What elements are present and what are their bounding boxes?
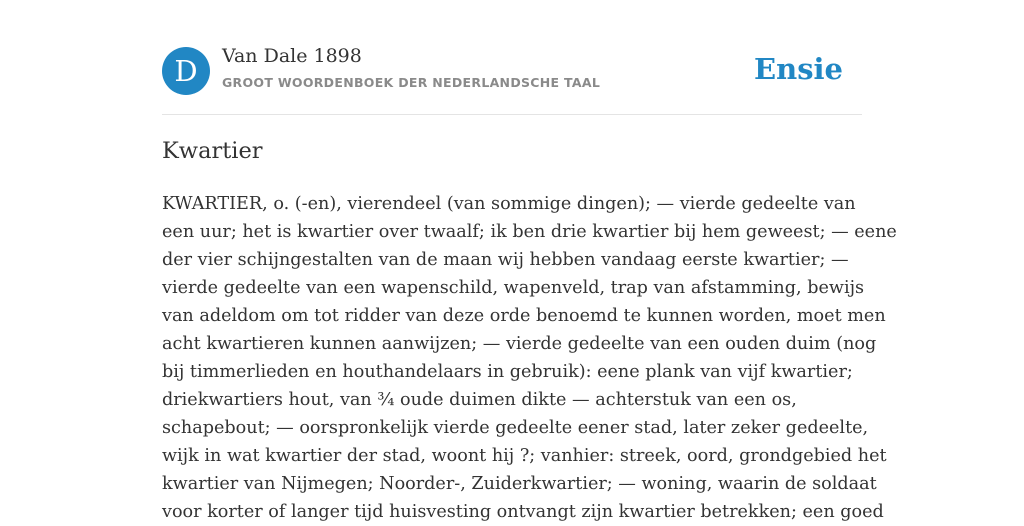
dictionary-card [162,0,897,522]
definition-line: bij timmerlieden en houthandelaars in gebruik): eene plank van vijf kwartier; [162,362,853,382]
source-header [162,0,862,115]
definition-line: voor korter of langer tijd huisvesting ontvangt zijn kwartier betrekken; een goed [162,502,884,522]
definition-line: driekwartiers hout, van ¾ oude duimen dikte — achterstuk van een os, [162,390,797,410]
definition-line: KWARTIER, o. (-en), vierendeel (van sommige dingen); — vierde gedeelte van [162,194,856,214]
definition-line: vierde gedeelte van een wapenschild, wapenveld, trap van afstamming, bewijs [162,278,865,298]
definition-line: een uur; het is kwartier over twaalf; ik ben drie kwartier bij hem geweest; — eene [162,222,897,242]
definition-line: van adeldom om tot ridder van deze orde benoemd te kunnen worden, moet men [162,306,886,326]
source-logo[interactable]: D [162,47,210,95]
definition-line: acht kwartieren kunnen aanwijzen; — vierde gedeelte van een ouden duim (nog [162,334,877,354]
definition-line: schapebout; — oorspronkelijk vierde gedeelte eener stad, later zeker gedeelte, [162,418,869,438]
ensie-logo[interactable]: Ensie [754,52,843,86]
source-title[interactable]: Van Dale 1898 [222,45,362,67]
definition-line: kwartier van Nijmegen; Noorder-, Zuiderkwartier; — woning, waarin de soldaat [162,474,877,494]
source-subtitle: GROOT WOORDENBOEK DER NEDERLANDSCHE TAAL [222,75,601,90]
entry-term: Kwartier [162,138,263,164]
definition-line: wijk in wat kwartier der stad, woont hij ?; vanhier: streek, oord, grondgebied het [162,446,887,466]
definition-line: der vier schijngestalten van de maan wij hebben vandaag eerste kwartier; — [162,250,849,270]
entry-definition [162,190,897,526]
